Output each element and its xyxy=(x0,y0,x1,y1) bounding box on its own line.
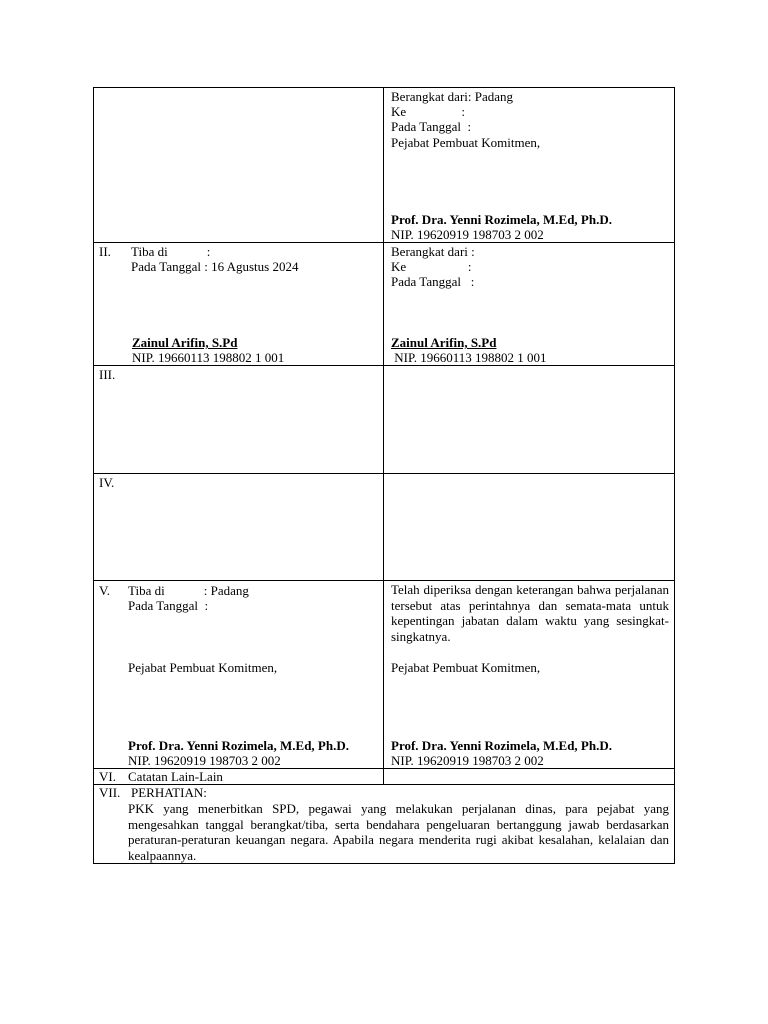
section-i-pejabat-label: Pejabat Pembuat Komitmen, xyxy=(391,135,541,150)
section-ii-left-name: Zainul Arifin, S.Pd xyxy=(132,335,238,350)
section-v-right-nip: NIP. 19620919 198703 2 002 xyxy=(391,753,544,768)
section-ii-ke: Ke : xyxy=(391,259,472,274)
section-iii-number: III. xyxy=(99,367,116,382)
table-border-right xyxy=(674,87,675,864)
section-vii-heading: PERHATIAN: xyxy=(131,785,207,800)
section-vii-number: VII. xyxy=(99,785,121,800)
section-i-tanggal: Pada Tanggal : xyxy=(391,119,472,134)
table-border-left xyxy=(93,87,94,864)
section-v-left-name: Prof. Dra. Yenni Rozimela, M.Ed, Ph.D. xyxy=(128,738,349,753)
section-ii-tanggal: Pada Tanggal : 16 Agustus 2024 xyxy=(131,259,299,274)
section-i-signer-nip: NIP. 19620919 198703 2 002 xyxy=(391,227,544,242)
section-vii-body: PKK yang menerbitkan SPD, pegawai yang melakukan perjalanan dinas, para pejabat yang mengesahkan tanggal berangkat/tiba, serta bendahara pengeluaran bertanggung jawab berdasarkan peraturan-peraturan keuangan negara. Apabila negara menderita rugi akibat kesalahan, kelalaian dan kealpaannya. xyxy=(128,801,669,863)
column-divider xyxy=(383,87,384,785)
section-i-ke: Ke : xyxy=(391,104,466,119)
section-v-tanggal: Pada Tanggal : xyxy=(128,598,209,613)
section-ii-berangkat: Berangkat dari : xyxy=(391,244,475,259)
section-vi-label: Catatan Lain-Lain xyxy=(128,769,223,784)
row-divider-ii-iii xyxy=(93,365,675,366)
section-ii-tiba: Tiba di : xyxy=(131,244,211,259)
row-divider-i-ii xyxy=(93,242,675,243)
section-v-tiba: Tiba di : Padang xyxy=(128,583,249,598)
row-divider-iii-iv xyxy=(93,473,675,474)
section-ii-left-nip: NIP. 19660113 198802 1 001 xyxy=(132,350,285,365)
section-ii-number: II. xyxy=(99,244,111,259)
section-v-right-statement: Telah diperiksa dengan keterangan bahwa perjalanan tersebut atas perintahnya dan semata-mata untuk kepentingan jabatan dalam waktu yang sesingkat-singkatnya. xyxy=(391,582,669,644)
section-i-berangkat: Berangkat dari: Padang xyxy=(391,89,514,104)
section-v-left-nip: NIP. 19620919 198703 2 002 xyxy=(128,753,281,768)
table-border-top xyxy=(93,87,675,88)
section-v-right-pejabat: Pejabat Pembuat Komitmen, xyxy=(391,660,541,675)
section-iv-number: IV. xyxy=(99,475,115,490)
section-v-left-pejabat: Pejabat Pembuat Komitmen, xyxy=(128,660,278,675)
section-v-right-name: Prof. Dra. Yenni Rozimela, M.Ed, Ph.D. xyxy=(391,738,612,753)
table-border-bottom xyxy=(93,863,675,864)
section-ii-right-name: Zainul Arifin, S.Pd xyxy=(391,335,497,350)
section-v-number: V. xyxy=(99,583,110,598)
section-ii-right-tanggal: Pada Tanggal : xyxy=(391,274,475,289)
row-divider-iv-v xyxy=(93,580,675,581)
section-vi-number: VI. xyxy=(99,769,116,784)
section-ii-right-nip: NIP. 19660113 198802 1 001 xyxy=(391,350,547,365)
section-i-signer-name: Prof. Dra. Yenni Rozimela, M.Ed, Ph.D. xyxy=(391,212,612,227)
